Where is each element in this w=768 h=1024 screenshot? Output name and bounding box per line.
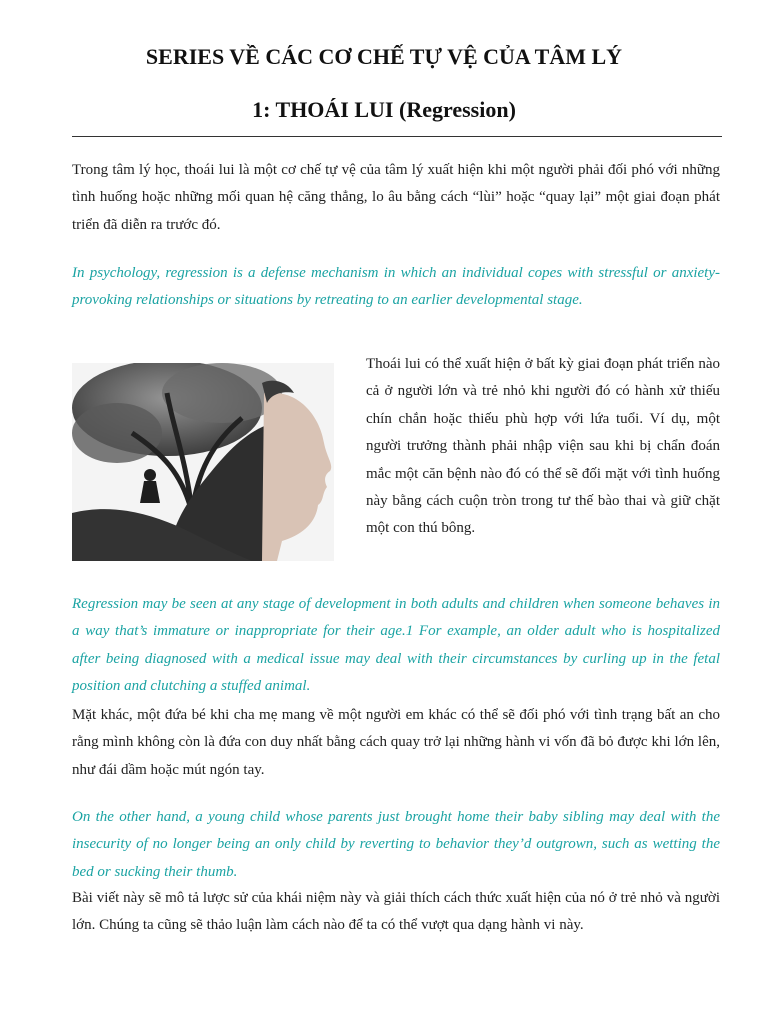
tree-woman-profile-illustration <box>72 363 334 561</box>
title-divider <box>72 136 722 137</box>
paragraph-vi-outline: Bài viết này sẽ mô tả lược sử của khái niệm này và giải thích cách thức xuất hiện của nó ở trẻ nhỏ và người lớn. Chúng ta cũng sẽ thảo luận làm cách nào để ta có thể vượt qua dạng hành vi này. <box>72 890 720 934</box>
paragraph-en-stage: Regression may be seen at any stage of development in both adults and children when someone behaves in a way that’s immature or inappropriate for their age.1 For example, an older adult who is hospitalized after being diagnosed with a medical issue may deal with their circumstances by curling up in the fetal position and clutching a stuffed animal. <box>72 596 720 695</box>
paragraph-vi-intro: Trong tâm lý học, thoái lui là một cơ chế tự vệ của tâm lý xuất hiện khi một người phải đối phó với những tình huống hoặc những mối quan hệ căng thẳng, lo âu bằng cách “lùi” hoặc “quay lại” một giai đoạn phát triển đã diễn ra trước đó. <box>72 162 720 233</box>
paragraph-en-intro: In psychology, regression is a defense mechanism in which an individual copes with stressful or anxiety-provoking relationships or situations by retreating to an earlier developmental stage. <box>72 265 720 309</box>
page-title: SERIES VỀ CÁC CƠ CHẾ TỰ VỆ CỦA TÂM LÝ <box>145 44 623 69</box>
paragraph-vi-stage: Thoái lui có thể xuất hiện ở bất kỳ giai đoạn phát triển nào cả ở người lớn và trẻ nhỏ khi người đó có hành xử thiếu chín chắn hoặc thiếu phù hợp với lứa tuổi. Ví dụ, một người trưởng thành phải nhập viện sau khi bị chẩn đoán mắc một căn bệnh nào đó có thể sẽ đối mặt với tình huống này bằng cách cuộn tròn trong tư thế bào thai và giữ chặt một con thú bông. <box>366 356 720 537</box>
paragraph-en-child: On the other hand, a young child whose parents just brought home their baby sibling may deal with the insecurity of no longer being an only child by reverting to behavior they’d outgrown, such as wetting the bed or sucking their thumb. <box>72 809 720 880</box>
page-subtitle: 1: THOÁI LUI (Regression) <box>252 97 516 122</box>
paragraph-vi-child: Mặt khác, một đứa bé khi cha mẹ mang về một người em khác có thể sẽ đối phó với tình trạng bất an cho rằng mình không còn là đứa con duy nhất bằng cách quay trở lại những hành vi vốn đã bỏ được khi lớn lên, như đái dầm hoặc mút ngón tay. <box>72 707 720 778</box>
